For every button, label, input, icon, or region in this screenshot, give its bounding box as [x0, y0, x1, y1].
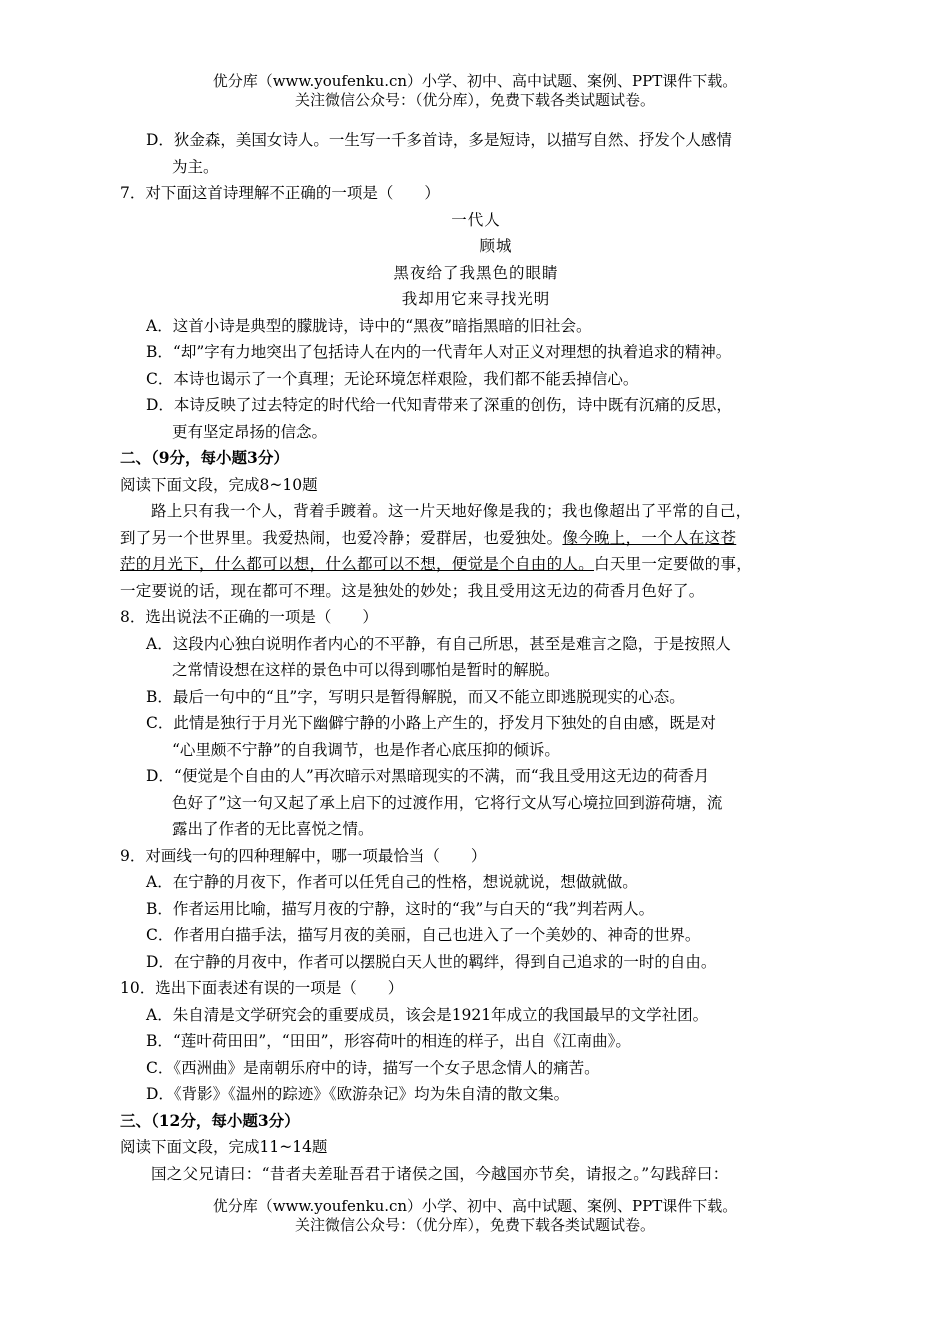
section-2-instruction: 阅读下面文段，完成8~10题: [120, 475, 318, 494]
header-line-2: 关注微信公众号：（优分库），免费下载各类试题试卷。: [294, 91, 655, 109]
q8-option-c-cont: “心里颇不宁静”的自我调节，也是作者心底压抑的倾诉。: [172, 740, 560, 759]
poem-line-2: 我却用它来寻找光明: [401, 290, 551, 308]
passage-text: 到了另一个世界里。我爱热闹，也爱冷静；爱群居，也爱独处。: [120, 528, 563, 547]
passage-text: 白天里一定要做的事，: [594, 555, 753, 573]
footer-line-1: 优分库（www.youfenku.cn）小学、初中、高中试题、案例、PPT课件下载。: [212, 1197, 738, 1215]
q10-option-c: C．《西洲曲》是南朝乐府中的诗，描写一个女子思念情人的痛苦。: [146, 1058, 600, 1077]
q10-option-b: B．“莲叶荷田田”，“田田”，形容荷叶的相连的样子，出自《江南曲》。: [146, 1032, 631, 1050]
page-header: [0, 72, 950, 110]
page-footer: [0, 1197, 950, 1235]
q8-option-d-cont: 色好了”这一句又起了承上启下的过渡作用，它将行文从写心境拉回到游荷塘，流: [172, 793, 723, 812]
passage-line-3: [120, 551, 832, 578]
q8-option-d-cont-2: 露出了作者的无比喜悦之情。: [172, 820, 374, 838]
q7-option-d: D．本诗反映了过去特定的时代给一代知青带来了深重的创伤，诗中既有沉痛的反思，: [146, 396, 732, 414]
q7-option-d-cont: 更有坚定昂扬的信念。: [172, 422, 328, 441]
q7-option-b: B．“却”字有力地突出了包括诗人在内的一代青年人对正义对理想的执着追求的精神。: [146, 343, 732, 361]
section-3-instruction: 阅读下面文段，完成11~14题: [120, 1138, 328, 1156]
q8-stem: 8．选出说法不正确的一项是（ ）: [120, 608, 378, 626]
q6-option-d-cont: 为主。: [172, 157, 219, 176]
q7-option-c: C．本诗也谒示了一个真理；无论环境怎样艰险，我们都不能丢掉信心。: [146, 369, 639, 388]
q9-stem: 9．对画线一句的四种理解中，哪一项最恰当（ ）: [120, 846, 487, 865]
poem-author: 顾城: [479, 237, 513, 255]
poem-title: 一代人: [451, 210, 501, 229]
underlined-sentence-cont: 茫的月光下，什么都可以想，什么都可以不想，便觉是个自由的人。: [120, 555, 595, 573]
q8-option-d: D．“便觉是个自由的人”再次暗示对黑暗现实的不满，而“我且受用这无边的荷香月: [146, 767, 710, 785]
passage-line-2: [120, 525, 832, 552]
q8-option-a: A．这段内心独白说明作者内心的不平静，有自己所思，甚至是难言之隐，于是按照人: [146, 634, 731, 653]
q7-stem: 7．对下面这首诗理解不正确的一项是（ ）: [120, 184, 440, 202]
q9-option-c: C．作者用白描手法，描写月夜的美丽，自己也进入了一个美妙的、神奇的世界。: [146, 926, 701, 944]
q9-option-b: B．作者运用比喻，描写月夜的宁静，这时的“我”与白天的“我”判若两人。: [146, 899, 655, 918]
passage-line-1: 路上只有我一个人，背着手踱着。这一片天地好像是我的；我也像超出了平常的自己，: [151, 502, 752, 520]
underlined-sentence: 像今晚上，一个人在这苍: [562, 528, 737, 547]
q10-option-a: A．朱自清是文学研究会的重要成员，该会是1921年成立的我国最早的文学社团。: [146, 1005, 709, 1024]
passage-line-4: 一定要说的话，现在都可不理。这是独处的妙处；我且受用这无边的荷香月色好了。: [120, 581, 705, 600]
q10-stem: 10．选出下面表述有误的一项是（ ）: [120, 979, 404, 997]
section-2-heading: 二、（9分，每小题3分）: [120, 448, 289, 467]
q9-option-a: A．在宁静的月夜下，作者可以任凭自己的性格，想说就说，想做就做。: [146, 873, 638, 891]
q8-option-b: B．最后一句中的“且”字，写明只是暂得解脱，而又不能立即逃脱现实的心态。: [146, 687, 685, 706]
q9-option-d: D．在宁静的月夜中，作者可以摆脱白天人世的羁绊，得到自己追求的一时的自由。: [146, 952, 717, 971]
document-body: [120, 127, 832, 1187]
poem-line-1: 黑夜给了我黑色的眼睛: [393, 263, 559, 282]
header-line-1: 优分库（www.youfenku.cn）小学、初中、高中试题、案例、PPT课件下载。: [212, 72, 738, 90]
q7-option-a: A．这首小诗是典型的朦胧诗，诗中的“黑夜”暗指黑暗的旧社会。: [146, 316, 592, 335]
q8-option-a-cont: 之常情设想在这样的景色中可以得到哪怕是暂时的解脱。: [172, 661, 560, 679]
q6-option-d: D．狄金森，美国女诗人。一生写一千多首诗，多是短诗，以描写自然、抒发个人感情: [146, 131, 732, 149]
q10-option-d: D．《背影》《温州的踪迹》《欧游杂记》均为朱自清的散文集。: [146, 1085, 570, 1103]
classical-passage-line-1: 国之父兄请曰：“昔者夫差耻吾君于诸侯之国，今越国亦节矣，请报之。”勾践辞曰：: [151, 1164, 729, 1183]
section-3-heading: 三、（12分，每小题3分）: [120, 1110, 300, 1130]
footer-line-2: 关注微信公众号：（优分库），免费下载各类试题试卷。: [294, 1216, 655, 1234]
q8-option-c: C．此情是独行于月光下幽僻宁静的小路上产生的，抒发月下独处的自由感，既是对: [146, 714, 716, 732]
